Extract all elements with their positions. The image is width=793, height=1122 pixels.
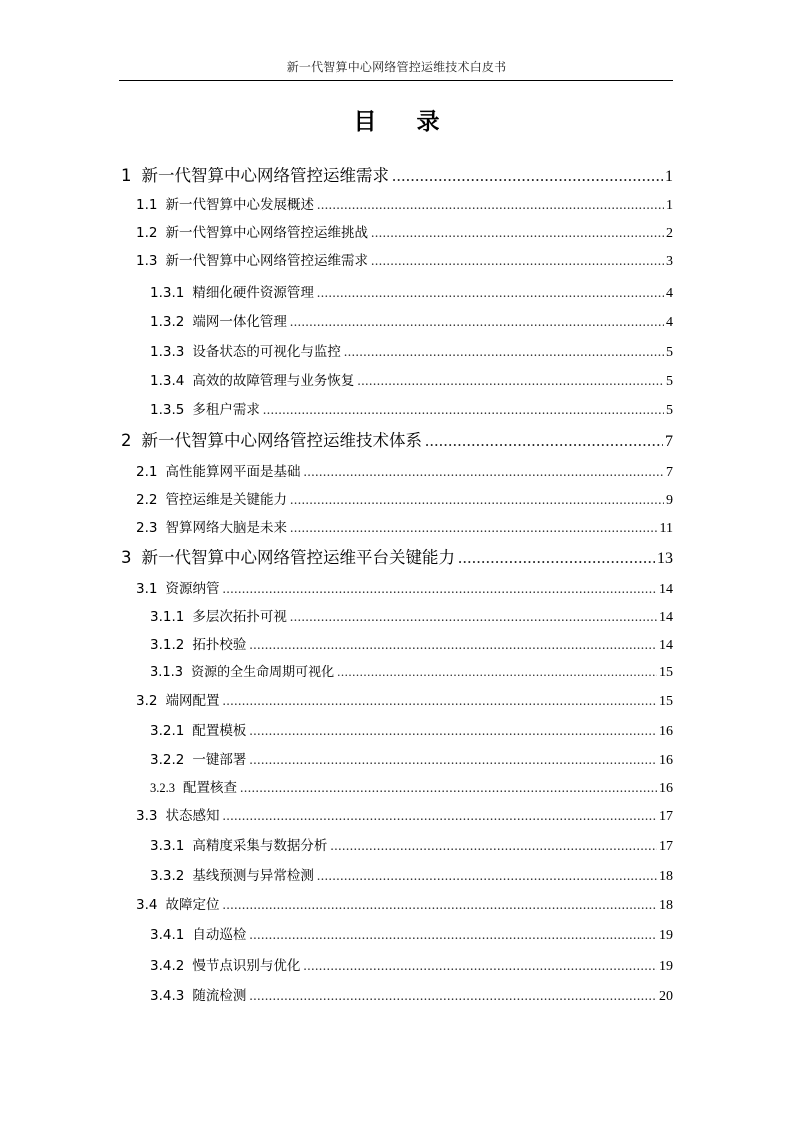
toc-entry-text: 一键部署	[192, 752, 247, 768]
dot-leader	[303, 958, 657, 974]
toc-entry-number: 3.4.2	[150, 958, 185, 974]
toc-entry[interactable]	[136, 460, 673, 481]
dot-leader	[337, 664, 657, 680]
toc-entry-text: 故障定位	[165, 897, 220, 913]
dot-leader	[357, 373, 664, 389]
dot-leader	[249, 752, 657, 768]
toc-entry-number: 1	[121, 166, 132, 185]
toc-entry-page: 5	[666, 345, 673, 360]
toc-entry-text: 新一代智算中心网络管控运维技术体系	[141, 431, 422, 450]
dot-leader	[371, 225, 664, 241]
toc-entry-number: 3.1.3	[150, 665, 184, 680]
toc-entry-page: 4	[666, 286, 673, 301]
dot-leader	[371, 253, 664, 269]
toc-entry-number: 2.3	[136, 520, 158, 536]
toc-entry-text: 高效的故障管理与业务恢复	[192, 373, 355, 389]
toc-entry-number: 1.3.2	[150, 314, 185, 330]
toc-entry-number: 1.2	[136, 225, 158, 241]
toc-entry-text: 多租户需求	[192, 402, 260, 418]
dot-leader	[222, 897, 657, 913]
toc-entry[interactable]	[150, 340, 673, 361]
toc-entry-page: 17	[659, 809, 673, 824]
toc-entry-number: 3.4	[136, 897, 158, 913]
toc-entry-page: 5	[666, 374, 673, 389]
toc-entry[interactable]	[136, 193, 673, 214]
toc-entry-page: 3	[666, 254, 673, 269]
toc-entry-text: 资源纳管	[165, 581, 220, 597]
toc-entry-number: 2	[121, 431, 132, 450]
toc-entry-number: 2.1	[136, 464, 158, 480]
toc-entry-number: 3.3	[136, 808, 158, 824]
dot-leader	[317, 868, 657, 884]
toc-entry[interactable]	[136, 249, 673, 270]
toc-entry[interactable]	[136, 804, 673, 825]
toc-entry-number: 3.2.1	[150, 723, 185, 739]
toc-entry[interactable]	[136, 689, 673, 710]
toc-entry[interactable]	[150, 719, 673, 740]
dot-leader	[249, 637, 657, 653]
toc-entry[interactable]	[136, 488, 673, 509]
toc-entry-page: 5	[666, 403, 673, 418]
toc-entry[interactable]	[150, 954, 673, 975]
toc-entry-page: 14	[659, 582, 673, 597]
toc-entry-number: 3.4.3	[150, 988, 185, 1004]
toc-entry-number: 3.2	[136, 693, 158, 709]
toc-entry[interactable]	[150, 748, 673, 769]
toc-entry-page: 14	[659, 610, 673, 625]
toc-entry[interactable]	[150, 984, 673, 1005]
toc-entry-page: 15	[659, 694, 673, 709]
toc-entry-text: 基线预测与异常检测	[192, 868, 314, 884]
toc-entry-text: 设备状态的可视化与监控	[192, 344, 341, 360]
toc-entry-page: 16	[659, 753, 673, 768]
dot-leader	[317, 197, 664, 213]
toc-entry-page: 11	[659, 521, 673, 536]
toc-entry-text: 配置模板	[192, 723, 247, 739]
toc-entry-page: 2	[666, 226, 673, 241]
dot-leader	[290, 314, 664, 330]
toc-entry-text: 高精度采集与数据分析	[192, 838, 328, 854]
toc-entry-number: 1.1	[136, 197, 158, 213]
toc-entry-text: 新一代智算中心网络管控运维需求	[141, 166, 389, 185]
dot-leader	[240, 780, 657, 796]
dot-leader	[249, 988, 657, 1004]
toc-entry-number: 3.2.2	[150, 752, 185, 768]
header-divider	[119, 80, 673, 81]
toc-entry-text: 新一代智算中心网络管控运维需求	[165, 253, 368, 269]
dot-leader	[317, 285, 664, 301]
toc-entry-page: 15	[659, 665, 673, 680]
toc-entry-page: 20	[659, 989, 673, 1004]
toc-entry[interactable]	[121, 162, 673, 186]
toc-entry-text: 智算网络大脑是未来	[165, 520, 287, 536]
toc-entry-page: 19	[659, 928, 673, 943]
toc-entry[interactable]	[150, 633, 673, 654]
toc-entry-number: 3.1.1	[150, 609, 185, 625]
toc-entry-text: 端网配置	[165, 693, 220, 709]
toc-entry-number: 3.2.3	[150, 781, 175, 795]
toc-entry[interactable]	[150, 923, 673, 944]
toc-entry-number: 3.1.2	[150, 637, 185, 653]
dot-leader	[458, 548, 655, 568]
toc-entry[interactable]	[121, 427, 673, 451]
toc-entry-number: 1.3.5	[150, 402, 185, 418]
toc-entry-number: 3.4.1	[150, 927, 185, 943]
toc-entry-page: 19	[659, 959, 673, 974]
dot-leader	[344, 344, 664, 360]
toc-entry-text: 自动巡检	[192, 927, 247, 943]
toc-entry[interactable]	[136, 577, 673, 598]
toc-entry-page: 13	[657, 550, 673, 567]
dot-leader	[425, 431, 663, 451]
toc-entry-text: 新一代智算中心网络管控运维平台关键能力	[141, 548, 455, 567]
toc-entry-text: 多层次拓扑可视	[192, 609, 287, 625]
toc-entry-page: 7	[666, 465, 673, 480]
toc-entry-text: 慢节点识别与优化	[192, 958, 301, 974]
toc-entry-page: 9	[666, 493, 673, 508]
toc-entry-page: 14	[659, 638, 673, 653]
dot-leader	[303, 464, 664, 480]
toc-entry[interactable]	[150, 369, 673, 390]
toc-entry-page: 18	[659, 898, 673, 913]
toc-entry-number: 3.1	[136, 581, 158, 597]
toc-entry-text: 高性能算网平面是基础	[165, 464, 301, 480]
toc-entry[interactable]	[150, 776, 673, 797]
toc-entry[interactable]	[150, 398, 673, 419]
dot-leader	[249, 723, 657, 739]
toc-entry-number: 3	[121, 548, 132, 567]
dot-leader	[222, 693, 657, 709]
toc-entry-text: 拓扑校验	[192, 637, 247, 653]
toc-entry[interactable]	[150, 834, 673, 855]
dot-leader	[249, 927, 657, 943]
toc-entry-page: 4	[666, 315, 673, 330]
toc-entry-text: 状态感知	[165, 808, 220, 824]
running-header-title: 新一代智算中心网络管控运维技术白皮书	[286, 60, 507, 74]
toc-entry-text: 资源的全生命周期可视化	[191, 665, 335, 680]
toc-entry-text: 管控运维是关键能力	[165, 492, 287, 508]
toc-entry[interactable]	[150, 605, 673, 626]
toc-entry-text: 配置核查	[183, 780, 237, 796]
toc-entry-text: 随流检测	[192, 988, 247, 1004]
toc-entry-text: 新一代智算中心发展概述	[165, 197, 314, 213]
toc-entry-page: 17	[659, 839, 673, 854]
dot-leader	[263, 402, 664, 418]
toc-entry-page: 1	[666, 198, 673, 213]
dot-leader	[290, 609, 657, 625]
toc-entry-page: 1	[665, 168, 673, 185]
toc-entry-number: 1.3.3	[150, 344, 185, 360]
toc-entry-text: 精细化硬件资源管理	[192, 285, 314, 301]
dot-leader	[222, 581, 657, 597]
toc-entry[interactable]	[150, 281, 673, 302]
dot-leader	[290, 520, 658, 536]
toc-title: 目 录	[353, 109, 456, 135]
dot-leader	[392, 166, 663, 186]
toc-entry-number: 1.3.4	[150, 373, 185, 389]
toc-entry[interactable]	[150, 661, 673, 681]
toc-entry[interactable]	[121, 544, 673, 568]
toc-entry-number: 2.2	[136, 492, 158, 508]
toc-entry-text: 新一代智算中心网络管控运维挑战	[165, 225, 368, 241]
dot-leader	[222, 808, 657, 824]
toc-entry-page: 18	[659, 869, 673, 884]
toc-entry[interactable]	[150, 310, 673, 331]
toc-entry[interactable]	[136, 893, 673, 914]
toc-entry[interactable]	[136, 221, 673, 242]
toc-entry-text: 端网一体化管理	[192, 314, 287, 330]
toc-entry-number: 3.3.2	[150, 868, 185, 884]
toc-entry-page: 7	[665, 433, 673, 450]
toc-entry-number: 1.3.1	[150, 285, 185, 301]
toc-entry[interactable]	[150, 864, 673, 885]
dot-leader	[290, 492, 664, 508]
toc-entry-number: 1.3	[136, 253, 158, 269]
toc-entry-page: 16	[659, 781, 673, 796]
toc-entry-number: 3.3.1	[150, 838, 185, 854]
dot-leader	[330, 838, 657, 854]
toc-entry[interactable]	[136, 516, 673, 537]
toc-entry-page: 16	[659, 724, 673, 739]
